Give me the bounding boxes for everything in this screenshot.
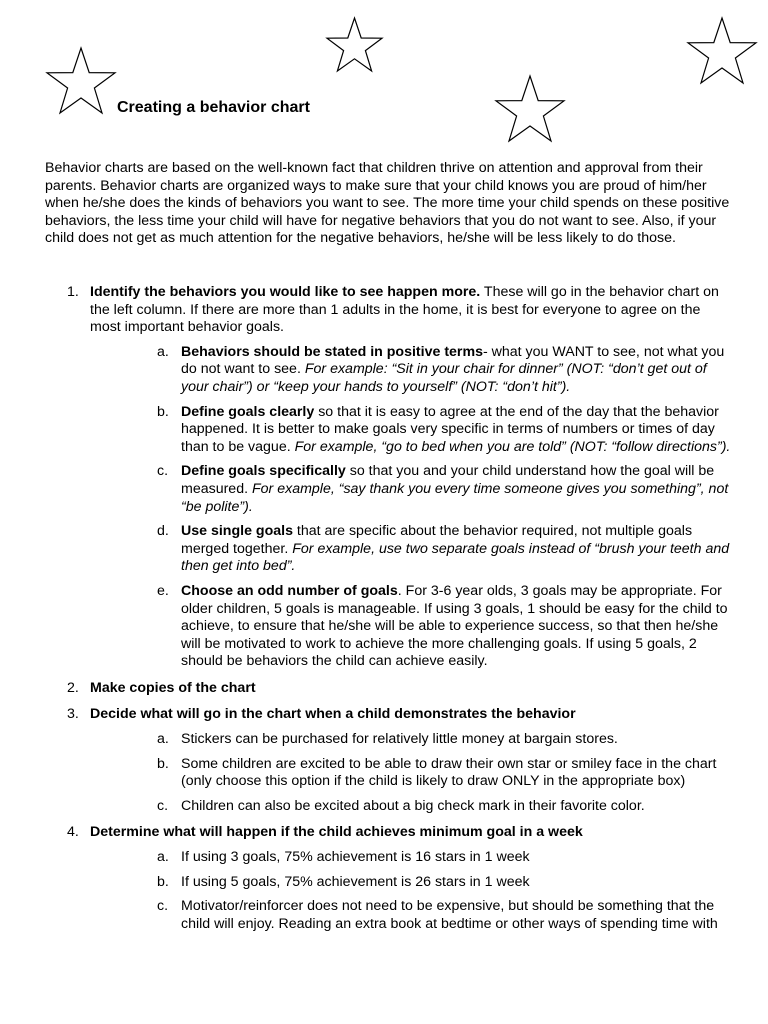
sub-item-heading: Choose an odd number of goals [181,582,398,599]
sub-item-body: . For 3-6 year olds, 3 goals may be appropriate. For older children, 5 goals is manageable. If using 3 goals, 1 should be easy for the child to achieve, to ensure that he/she will be able to experience success, so that then he/she will be motivated to work to achieve the more challenging goals. If using 5 goals, 2 should be behaviors the child can achieve easily. [181,582,728,670]
item-text [90,680,735,698]
sub-item-body: so that it is easy to agree at the end of the day that the behavior happened. It is better to make goals very specific in terms of numbers or times of day than to be vague. [181,403,719,455]
list-item [45,680,735,698]
sub-item-heading: Define goals clearly [181,403,315,420]
steps-list [45,284,735,942]
sub-item-letter: d. [157,523,169,540]
item-text [90,706,735,724]
sub-item-letter: b. [157,873,169,890]
sub-item-text [181,404,735,457]
sub-item-body: Children can also be excited about a big check mark in their favorite color. [181,797,645,814]
sub-list-item [90,523,735,576]
sub-item-heading: Behaviors should be stated in positive terms [181,343,483,360]
sub-list-item [90,849,735,867]
sub-item-letter: e. [157,582,169,599]
sub-item-letter: a. [157,849,169,866]
item-number: 4. [67,824,79,841]
sub-item-letter: a. [157,343,169,360]
sub-item-example: For example, “say thank you every time someone gives you something”, not “be polite”). [181,480,729,515]
item-text [90,824,735,842]
sub-item-body: Motivator/reinforcer does not need to be expensive, but should be something that the child will enjoy. Reading an extra book at bedtime or other ways of spending time with [181,898,718,932]
sub-list [90,731,735,815]
item-number: 1. [67,284,79,300]
item-heading: Determine what will happen if the child achieves minimum goal in a week [90,824,583,841]
sub-list-item [90,583,735,671]
star-icon [325,16,384,74]
sub-item-example: For example, “go to bed when you are told” (NOT: “follow directions”). [294,438,731,455]
sub-list-item [90,463,735,516]
sub-item-text [181,756,735,791]
sub-item-letter: a. [157,731,169,748]
sub-item-text [181,798,735,816]
sub-item-heading: Use single goals [181,523,293,540]
sub-item-letter: b. [157,403,169,420]
sub-item-body: If using 3 goals, 75% achievement is 16 stars in 1 week [181,849,530,866]
sub-item-body: so that you and your child understand how the goal will be measured. [181,463,715,497]
sub-item-text [181,344,735,397]
item-heading: Identify the behaviors you would like to see happen more. [90,284,481,300]
list-item [45,284,735,671]
sub-list-item [90,344,735,397]
sub-list-item [90,874,735,892]
item-heading: Decide what will go in the chart when a child demonstrates the behavior [90,706,576,723]
sub-item-body: that are specific about the behavior required, not multiple goals merged together. [181,523,693,557]
sub-item-text [181,874,735,892]
sub-item-letter: c. [157,797,169,814]
sub-item-heading: Define goals specifically [181,463,346,480]
page-title: Creating a behavior chart [117,99,310,116]
sub-list-item [90,731,735,749]
sub-list-item [90,756,735,791]
sub-item-body: - what you WANT to see, not what you do not want to see. [181,343,725,378]
item-number: 2. [67,679,79,696]
sub-item-text [181,898,735,933]
sub-item-body: If using 5 goals, 75% achievement is 26 stars in 1 week [181,873,530,890]
sub-list-item [90,404,735,457]
item-body: These will go in the behavior chart on the left column. If there are more than 1 adults in the home, it is best for everyone to agree on the most important behavior goals. [90,284,719,336]
sub-item-letter: b. [157,755,169,772]
list-item [45,824,735,933]
sub-list [90,344,735,671]
sub-list [90,849,735,933]
item-heading: Make copies of the chart [90,679,256,696]
sub-item-letter: c. [157,898,169,915]
sub-list-item [90,898,735,933]
item-number: 3. [67,706,79,723]
sub-item-body: Some children are excited to be able to draw their own star or smiley face in the chart (only choose this option if the child is likely to draw ONLY in the appropriate box) [181,755,717,790]
sub-list-item [90,798,735,816]
item-text [90,284,735,337]
star-icon [494,74,566,144]
star-icon [686,16,758,86]
sub-item-text [181,463,735,516]
sub-item-body: Stickers can be purchased for relatively little money at bargain stores. [181,731,618,748]
intro-paragraph: Behavior charts are based on the well-known fact that children thrive on attention and approval from their parents. Behavior charts are organized ways to make sure that your child knows you are proud of him/her when he/she does the kinds of behaviors you want to see. The more time your child spends on these positive behaviors, the less time your child will have for negative behaviors that you do not want to see. Also, if your child does not get as much attention for the negative behaviors, he/she will be less likely to do those. [45,160,730,247]
sub-item-example: For example: “Sit in your chair for dinner” (NOT: “don’t get out of your chair”) or “keep your hands to yourself” (NOT: “don’t hit”). [181,361,707,395]
list-item [45,706,735,815]
sub-item-text [181,523,735,576]
sub-item-text [181,849,735,867]
star-icon [45,46,117,116]
sub-item-example: For example, use two separate goals instead of “brush your teeth and then get into bed”. [181,540,730,575]
sub-item-letter: c. [157,463,169,480]
sub-item-text [181,583,735,671]
sub-item-text [181,731,735,749]
